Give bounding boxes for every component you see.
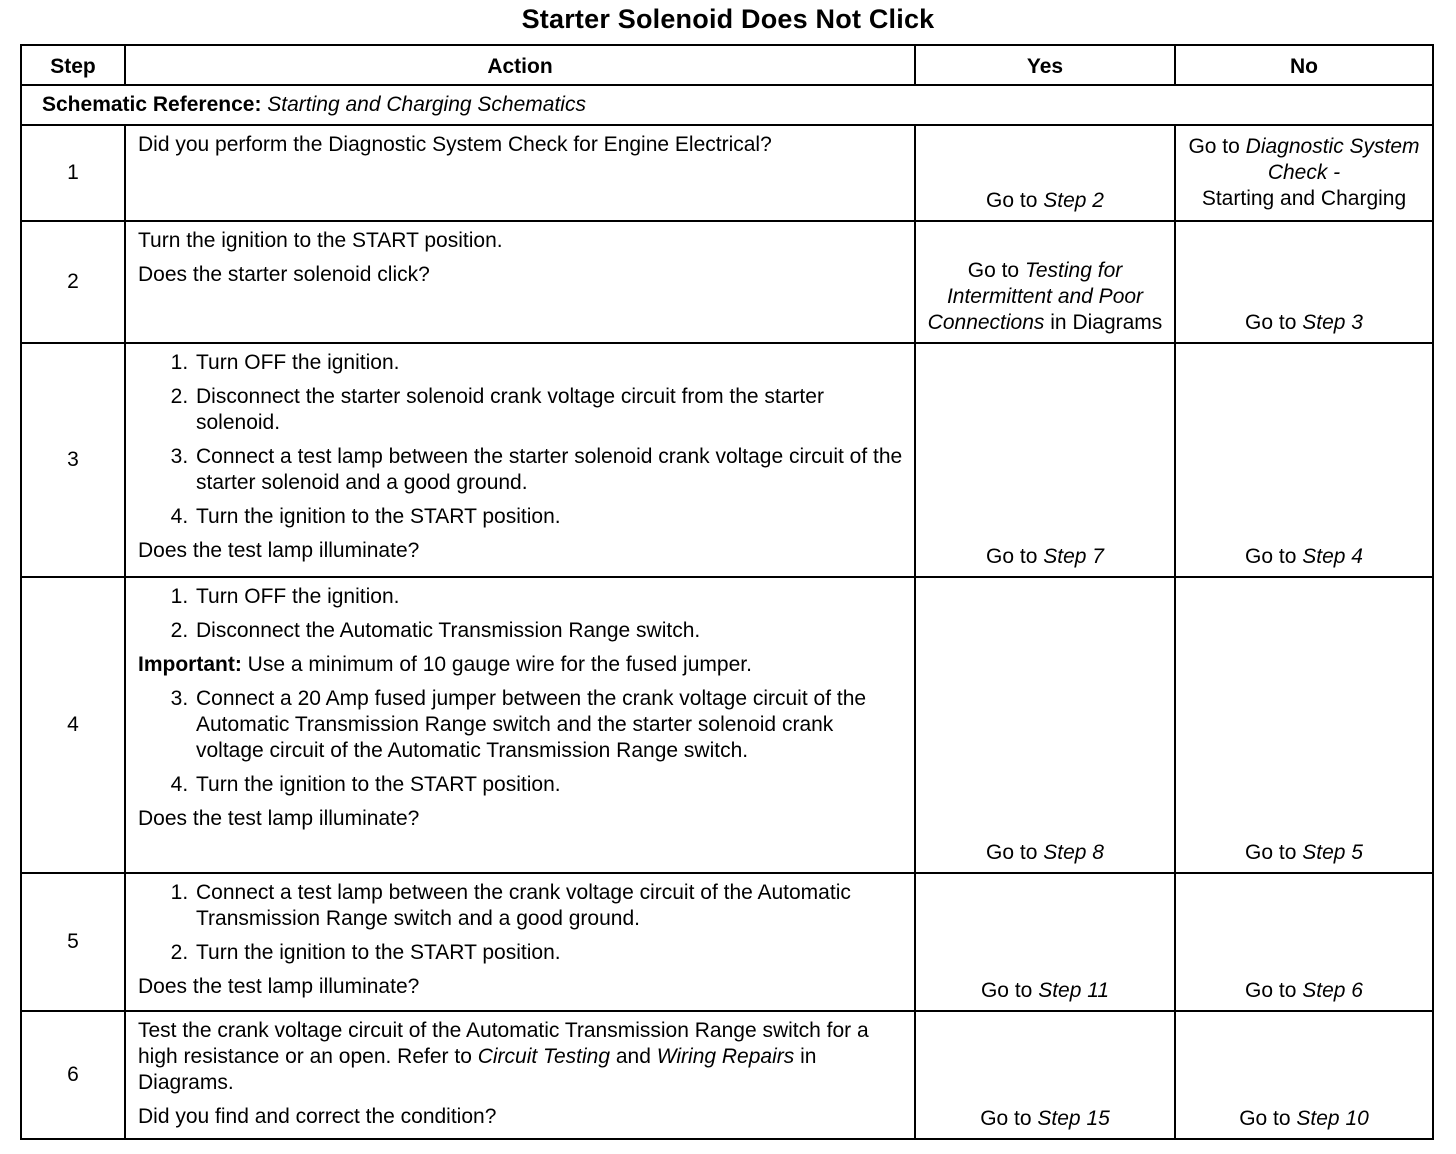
yes-link[interactable]: Step 8 [1043, 841, 1104, 864]
action-cell [125, 873, 915, 1011]
action-text-a: Test the crank voltage circuit of the Automatic Transmission Range switch for a high resistance or an open. Refer to [138, 1019, 869, 1068]
no-cell [1175, 221, 1433, 343]
action-text-b: and [615, 1045, 651, 1068]
yes-suffix: in Diagrams [1050, 311, 1163, 334]
table-row [21, 873, 1433, 1011]
no-prefix: Go to [1245, 311, 1297, 334]
schematic-reference-label: Schematic Reference: [42, 93, 262, 116]
yes-link[interactable]: Step 15 [1037, 1107, 1110, 1130]
action-question: Does the test lamp illuminate? [138, 975, 420, 998]
table-row [21, 125, 1433, 221]
no-link[interactable]: Step 4 [1302, 545, 1363, 568]
wiring-repairs-link[interactable]: Wiring Repairs [656, 1045, 795, 1068]
step-number: 6 [21, 1011, 125, 1139]
no-prefix: Go to [1245, 545, 1297, 568]
diagnostic-table [20, 44, 1434, 1140]
yes-link[interactable]: Testing for Intermittent and Poor Connections [927, 259, 1144, 334]
header-yes: Yes [915, 45, 1175, 85]
no-link[interactable]: Diagnostic System Check - [1245, 135, 1420, 184]
yes-cell [915, 1011, 1175, 1139]
action-line: Turn the ignition to the START position. [138, 229, 503, 252]
no-cell [1175, 343, 1433, 577]
no-link[interactable]: Step 6 [1302, 979, 1363, 1002]
yes-prefix: Go to [986, 545, 1038, 568]
circuit-testing-link[interactable]: Circuit Testing [477, 1045, 610, 1068]
table-row [21, 343, 1433, 577]
no-cell [1175, 577, 1433, 873]
table-row [21, 577, 1433, 873]
yes-cell [915, 221, 1175, 343]
table-row [21, 1011, 1433, 1139]
important-text: Use a minimum of 10 gauge wire for the fused jumper. [247, 653, 752, 676]
action-item: 4. Turn the ignition to the START position. [194, 772, 904, 798]
action-item: 1. Turn OFF the ignition. [194, 584, 904, 610]
action-list [138, 880, 904, 966]
schematic-reference [21, 85, 1433, 125]
yes-prefix: Go to [986, 841, 1038, 864]
action-cell [125, 343, 915, 577]
yes-link[interactable]: Step 2 [1043, 189, 1104, 212]
step-number: 2 [21, 221, 125, 343]
schematic-reference-row [21, 85, 1433, 125]
no-cell [1175, 125, 1433, 221]
no-prefix: Go to [1239, 1107, 1291, 1130]
action-text-c: in Diagrams. [138, 1045, 817, 1094]
yes-cell [915, 343, 1175, 577]
action-item: 3. Connect a test lamp between the starter solenoid crank voltage circuit of the starter solenoid and a good ground. [194, 444, 904, 496]
yes-link[interactable]: Step 7 [1043, 545, 1104, 568]
no-prefix: Go to [1245, 979, 1297, 1002]
action-cell [125, 125, 915, 221]
action-list [138, 686, 904, 798]
action-cell [125, 577, 915, 873]
no-suffix: Starting and Charging [1201, 187, 1407, 210]
action-item: 1. Turn OFF the ignition. [194, 350, 904, 376]
action-question: Did you find and correct the condition? [138, 1105, 497, 1128]
action-item: 2. Turn the ignition to the START position. [194, 940, 904, 966]
action-cell [125, 1011, 915, 1139]
step-number: 5 [21, 873, 125, 1011]
action-question: Does the test lamp illuminate? [138, 807, 420, 830]
header-row [21, 45, 1433, 85]
no-prefix: Go to [1188, 135, 1240, 158]
header-action: Action [125, 45, 915, 85]
yes-prefix: Go to [986, 189, 1038, 212]
yes-cell [915, 125, 1175, 221]
action-item: 2. Disconnect the starter solenoid crank voltage circuit from the starter solenoid. [194, 384, 904, 436]
no-link[interactable]: Step 3 [1302, 311, 1363, 334]
action-list [138, 584, 904, 644]
yes-prefix: Go to [980, 979, 1033, 1002]
yes-prefix: Go to [967, 259, 1020, 282]
yes-cell [915, 873, 1175, 1011]
yes-prefix: Go to [980, 1107, 1032, 1130]
table-row [21, 221, 1433, 343]
no-prefix: Go to [1245, 841, 1297, 864]
header-no: No [1175, 45, 1433, 85]
schematic-reference-link[interactable]: Starting and Charging Schematics [267, 93, 586, 116]
important-note [138, 652, 904, 678]
action-list [138, 350, 904, 530]
action-text [138, 1018, 904, 1096]
action-item: 2. Disconnect the Automatic Transmission Range switch. [194, 618, 904, 644]
step-number: 1 [21, 125, 125, 221]
important-label: Important: [138, 653, 242, 676]
header-step: Step [21, 45, 125, 85]
step-number: 4 [21, 577, 125, 873]
no-cell [1175, 1011, 1433, 1139]
yes-cell [915, 577, 1175, 873]
action-question: Did you perform the Diagnostic System Check for Engine Electrical? [138, 133, 772, 156]
step-number: 3 [21, 343, 125, 577]
action-question: Does the starter solenoid click? [138, 263, 430, 286]
no-link[interactable]: Step 5 [1302, 841, 1363, 864]
action-question: Does the test lamp illuminate? [138, 539, 420, 562]
action-item: 3. Connect a 20 Amp fused jumper between the crank voltage circuit of the Automatic Transmission Range switch and the starter solenoid crank voltage circuit of the Automatic Transmission Range switch. [194, 686, 904, 764]
yes-link[interactable]: Step 11 [1038, 979, 1110, 1002]
action-item: 4. Turn the ignition to the START position. [194, 504, 904, 530]
no-link[interactable]: Step 10 [1296, 1107, 1369, 1130]
page-title: Starter Solenoid Does Not Click [521, 4, 935, 34]
action-item: 1. Connect a test lamp between the crank voltage circuit of the Automatic Transmission Range switch and a good ground. [194, 880, 904, 932]
no-cell [1175, 873, 1433, 1011]
action-cell [125, 221, 915, 343]
